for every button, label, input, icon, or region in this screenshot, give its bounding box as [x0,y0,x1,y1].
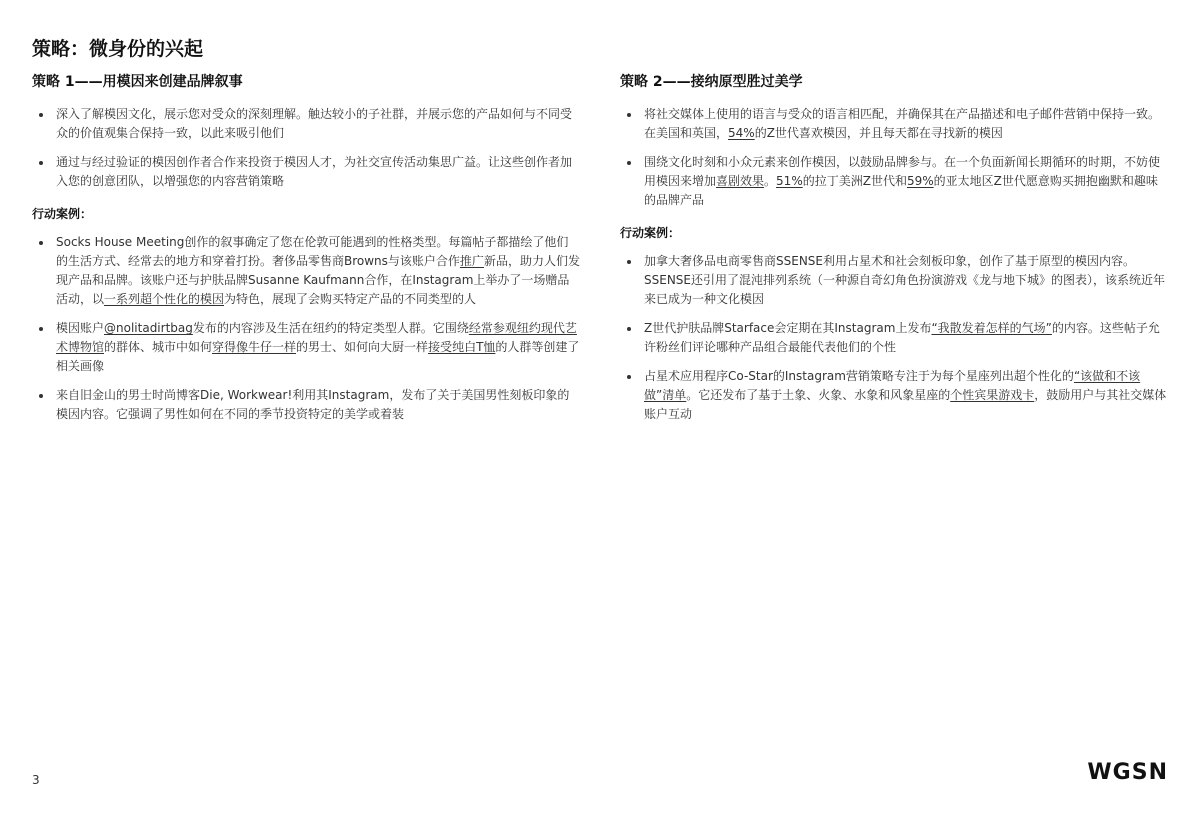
text-segment: 的内容。这些帖子允许粉丝们评论哪种产品组合最能代表他们的个性 [644,321,1160,354]
strategy-2-case [620,252,1168,309]
text-segment: Socks House Meeting创作的叙事确定了您在伦敦可能遇到的性格类型。每篇帖子都描绘了他们的生活方式、经常去的地方和穿着打扮。奢侈品零售商Browns与该账户合作 [56,235,569,268]
strategy-1-case [32,233,580,309]
text-segment: 。它还发布了基于土象、火象、水象和风象星座的 [686,388,951,402]
inline-link[interactable]: “该做和不该做”清单 [644,369,1141,402]
page-title: 策略：微身份的兴起 [32,38,204,60]
text-segment: 发布的内容涉及生活在纽约的特定类型人群。它围绕 [192,321,469,335]
strategy-2-heading: 策略 2——接纳原型胜过美学 [620,74,803,90]
inline-link[interactable]: 穿得像牛仔一样 [212,340,297,354]
strategy-1-bullet [32,153,580,191]
text-segment: 深入了解模因文化，展示您对受众的深刻理解。触达较小的子社群，并展示您的产品如何与不同受众的价值观集合保持一致，以此来吸引他们 [56,107,573,140]
text-segment: 的亚太地区Z世代愿意购买拥抱幽默和趣味的品牌产品 [644,174,1158,207]
text-segment: 的人群等创建了相关画像 [56,340,580,373]
text-segment: 围绕文化时刻和小众元素来创作模因，以鼓励品牌参与。在一个负面新闻长期循环的时期，不妨使用模因来增加 [644,155,1161,188]
strategy-1-case [32,319,580,376]
inline-link[interactable]: 个性宾果游戏卡 [950,388,1035,402]
text-segment: ，鼓励用户与其社交媒体账户互动 [644,388,1167,421]
text-segment: 的男士、如何向大厨一样 [296,340,429,354]
text-segment: 的群体、城市中如何 [104,340,213,354]
inline-link[interactable]: 推广 [459,254,484,268]
text-segment: 加拿大奢侈品电商零售商SSENSE利用占星术和社会刻板印象，创作了基于原型的模因内容。SSENSE还引用了混沌排列系统（一种源自奇幻角色扮演游戏《龙与地下城》的图表），该系统近年来已成为一种文化模因 [644,254,1165,306]
strategy-2-column [620,72,1168,434]
strategy-2-bullet [620,105,1168,143]
strategy-1-cases-heading: 行动案例： [32,207,93,221]
strategy-2-bullet [620,153,1168,210]
strategy-1-bullet-list [32,105,580,191]
strategy-2-cases-heading: 行动案例： [620,226,681,240]
text-segment: 的Z世代喜欢模因，并且每天都在寻找新的模因 [754,126,1003,140]
text-segment: 通过与经过验证的模因创作者合作来投资于模因人才，为社交宣传活动集思广益。让这些创作者加入您的创意团队，以增强您的内容营销策略 [56,155,573,188]
text-segment: 来自旧金山的男士时尚博客Die, Workwear!利用其Instagram，发布了关于美国男性刻板印象的模因内容。它强调了男性如何在不同的季节投资特定的美学或着装 [56,388,570,421]
strategy-1-bullet [32,105,580,143]
text-segment: Z世代护肤品牌Starface会定期在其Instagram上发布 [644,321,932,335]
text-segment: 为特色，展现了会购买特定产品的不同类型的人 [224,292,477,306]
inline-link[interactable]: 经常参观纽约现代艺术博物馆 [56,321,577,354]
inline-link[interactable]: 喜剧效果 [716,174,765,188]
text-segment: 模因账户 [56,321,105,335]
text-segment: 占星术应用程序Co-Star的Instagram营销策略专注于为每个星座列出超个性化的 [644,369,1074,383]
inline-link[interactable]: 一系列超个性化的模因 [104,292,225,306]
inline-link[interactable]: 54% [728,126,755,140]
strategy-2-case-list [620,252,1168,424]
wgsn-logo: WGSN [1087,760,1168,785]
inline-link[interactable]: “我散发着怎样的气场” [931,321,1052,335]
strategy-2-case [620,319,1168,357]
text-segment: 。 [764,174,777,188]
strategy-1-heading: 策略 1——用模因来创建品牌叙事 [32,74,243,90]
inline-link[interactable]: 接受纯白T恤 [428,340,496,354]
inline-link[interactable]: 51% [776,174,803,188]
inline-link[interactable]: 59% [906,174,934,188]
strategy-2-case [620,367,1168,424]
inline-link[interactable]: @nolitadirtbag [104,321,193,335]
page-number: 3 [32,773,40,787]
strategy-2-bullet-list [620,105,1168,210]
strategy-1-case-list [32,233,580,424]
strategy-1-case [32,386,580,424]
strategy-1-column [32,72,580,434]
text-segment: 将社交媒体上使用的语言与受众的语言相匹配，并确保其在产品描述和电子邮件营销中保持一致。在美国和英国， [644,107,1161,140]
text-segment: 新品，助力人们发现产品和品牌。该账户还与护肤品牌Susanne Kaufmann合作，在Instagram上举办了一场赠品活动，以 [56,254,580,306]
text-segment: 的拉丁美洲Z世代和 [802,174,907,188]
